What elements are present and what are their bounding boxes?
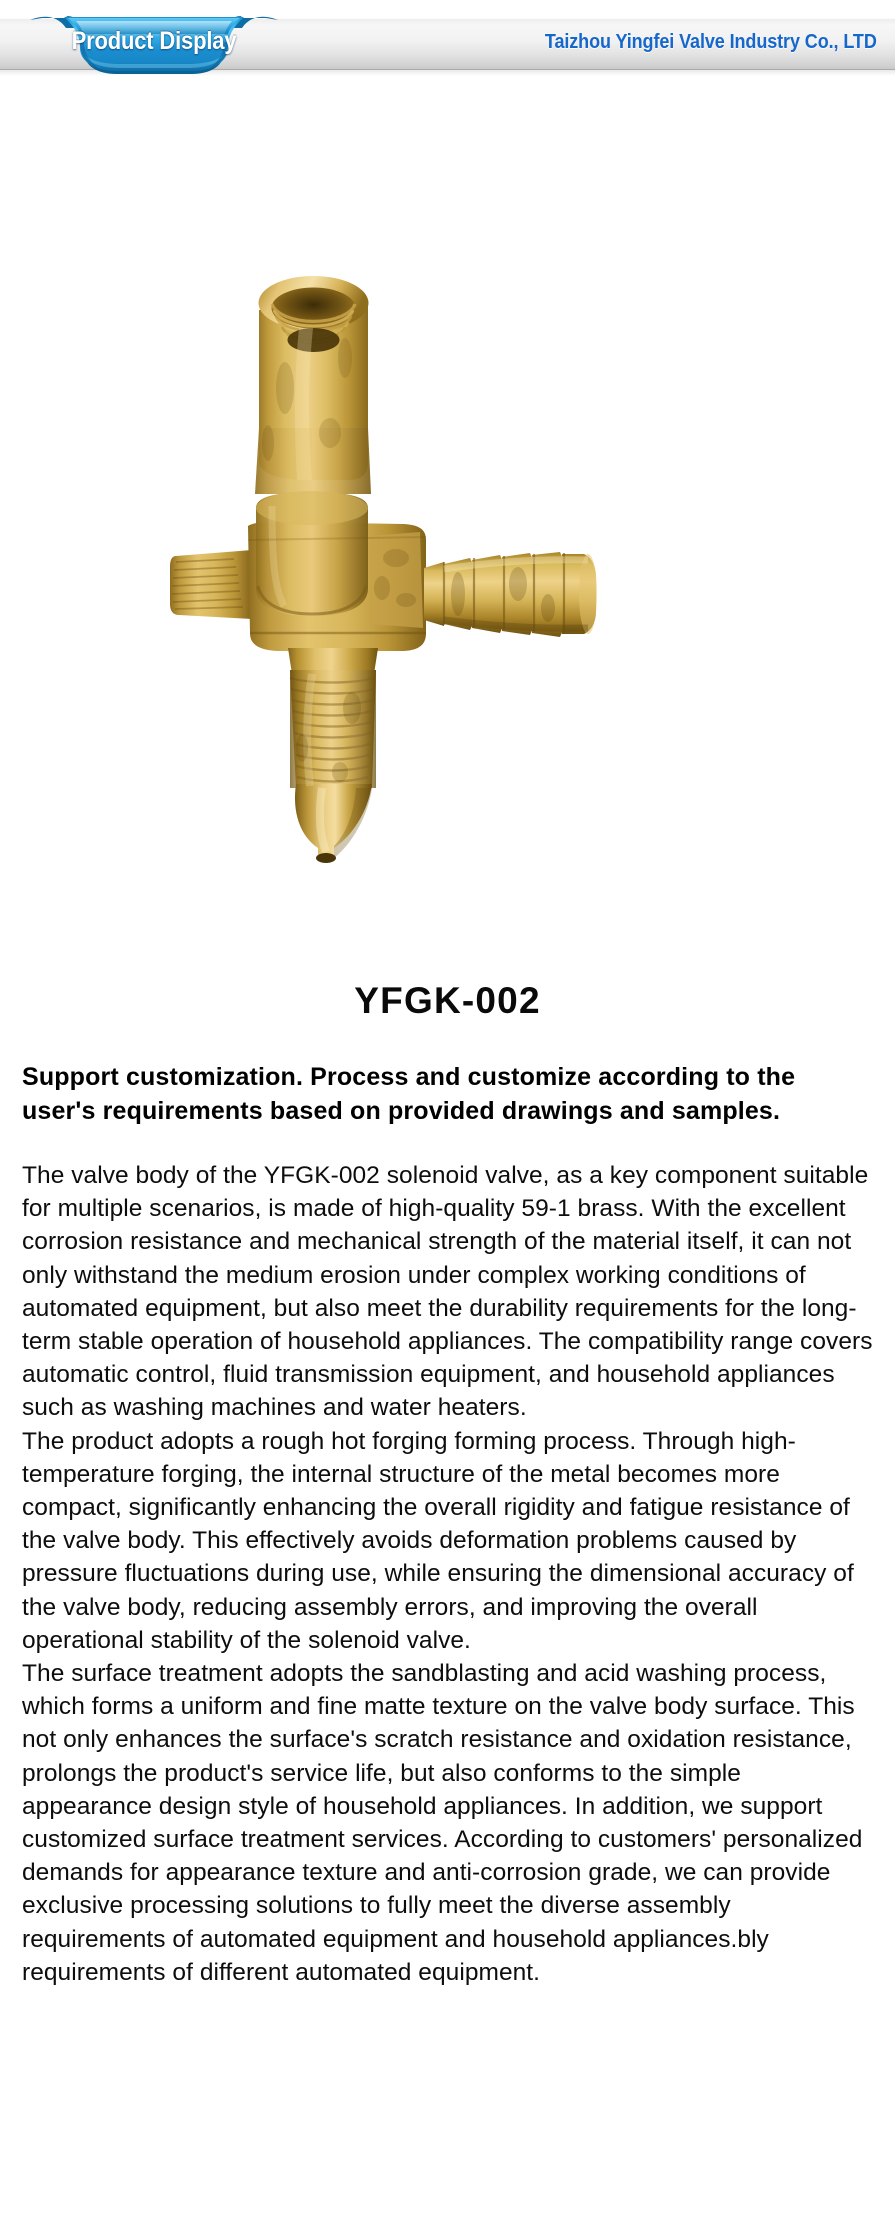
company-name: Taizhou Yingfei Valve Industry Co., LTD [545,31,877,53]
product-description [0,1060,895,1989]
ribbon-shape-icon [24,8,284,74]
paragraph-text: The product adopts a rough hot forging forming process. Through high-temperature forging, the internal structure of the metal becomes more compact, significantly enhancing the overall rigidity and fatigue resistance of the valve body. This effectively avoids deformation problems caused by pressure fluctuations during use, while ensuring the dimensional accuracy of the valve body, reducing assembly errors, and improving the overall operational stability of the solenoid valve. [22,1427,854,1654]
paragraph-text: The surface treatment adopts the sandblasting and acid washing process, which forms a uniform and fine matte texture on the valve body surface. This not only enhances the surface's scratch resistance and oxidation resistance, prolongs the product's service life, but also conforms to the simple appearance design style of household appliances. In addition, we support customized surface treatment services. According to customers' personalized demands for appearance texture and anti-corrosion grade, we can provide exclusive processing solutions to fully meet the diverse assembly requirements of automated equipment and household appliances.bly requirements of different automated equipment. [22,1660,863,1986]
page-header [0,0,895,88]
brass-valve-body-illustration [0,88,895,868]
customization-subhead: Support customization. Process and customize according to the user's requirements based on provided drawings and samples. [22,1063,796,1125]
description-paragraph-1 [22,1159,873,1989]
product-display-tab-label: Product Display [71,26,237,55]
product-image [0,88,895,868]
paragraph-text: The valve body of the YFGK-002 solenoid valve, as a key component suitable for multiple scenarios, is made of high-quality 59-1 brass. With the excellent corrosion resistance and mechanical strength of the material itself, it can not only withstand the medium erosion under complex working conditions of automated equipment, but also meet the durability requirements for the long-term stable operation of household appliances. The compatibility range covers automatic control, fluid transmission equipment, and household appliances such as washing machines and water heaters. [22,1162,873,1422]
product-display-tab[interactable] [24,8,284,74]
page-title: YFGK-002 [354,980,541,1021]
